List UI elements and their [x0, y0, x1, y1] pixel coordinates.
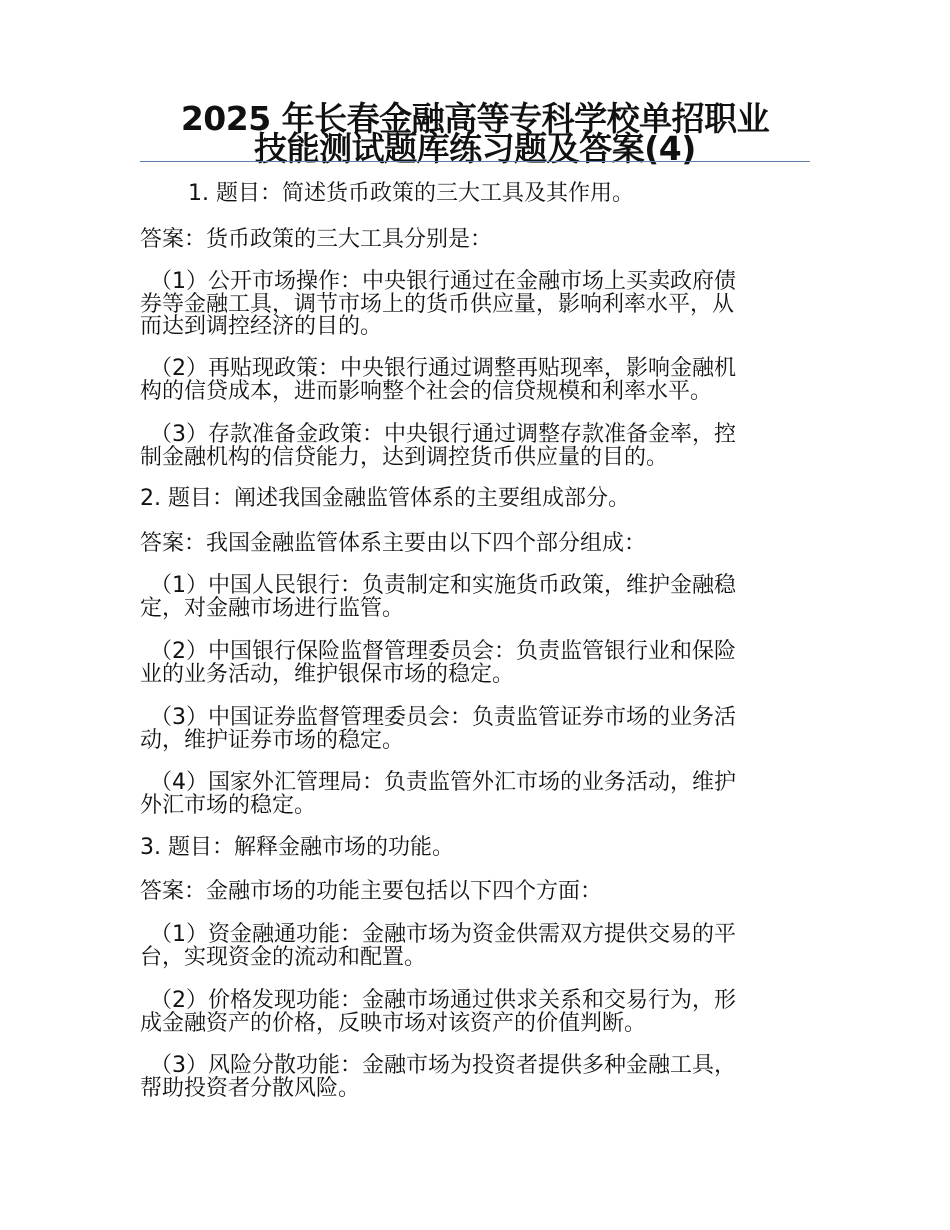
- text: （3）风险分散功能：金融市场为投资者提供多种金融工具，: [150, 1053, 736, 1078]
- text: 1. 题目：简述货币政策的三大工具及其作用。: [188, 181, 634, 206]
- answer-2-item-4-line-2: [140, 794, 810, 818]
- text: 定，对金融市场进行监管。: [140, 596, 405, 621]
- answer-3-item-3-line-1: [150, 1054, 820, 1078]
- answer-3-item-2-line-1: [150, 989, 820, 1013]
- text: （3）中国证券监督管理委员会：负责监管证券市场的业务活: [150, 705, 736, 730]
- answer-3-item-1-line-2: [140, 946, 810, 970]
- text: 帮助投资者分散风险。: [140, 1076, 361, 1101]
- text: 成金融资产的价格，反映市场对该资产的价值判断。: [140, 1011, 647, 1036]
- text: 外汇市场的稳定。: [140, 793, 317, 818]
- text: （2）中国银行保险监督管理委员会：负责监管银行业和保险: [150, 639, 736, 664]
- text: （1）公开市场操作：中央银行通过在金融市场上买卖政府债: [150, 269, 736, 294]
- answer-3-item-1-line-1: [150, 923, 820, 947]
- text: 答案：货币政策的三大工具分别是：: [140, 227, 493, 252]
- answer-3-item-3-line-2: [140, 1077, 810, 1101]
- answer-2-item-3-line-2: [140, 729, 810, 753]
- answer-1-intro: [140, 228, 810, 252]
- text: （1）中国人民银行：负责制定和实施货币政策，维护金融稳: [150, 573, 736, 598]
- answer-2-item-4-line-1: [150, 771, 820, 795]
- answer-1-item-3-line-2: [140, 446, 810, 470]
- text: 制金融机构的信贷能力，达到调控货币供应量的目的。: [140, 445, 669, 470]
- text: 答案：我国金融监管体系主要由以下四个部分组成：: [140, 531, 647, 556]
- text: 动，维护证券市场的稳定。: [140, 728, 405, 753]
- answer-1-item-1-line-3: [140, 315, 810, 339]
- text: （1）资金融通功能：金融市场为资金供需双方提供交易的平: [150, 922, 736, 947]
- answer-3-item-2-line-2: [140, 1012, 810, 1036]
- text: （2）再贴现政策：中央银行通过调整再贴现率，影响金融机: [150, 356, 736, 381]
- document-title: [140, 99, 810, 168]
- answer-2-item-1-line-2: [140, 597, 810, 621]
- text: 3. 题目：解释金融市场的功能。: [140, 835, 454, 860]
- question-3: [140, 836, 810, 860]
- text: 而达到调控经济的目的。: [140, 314, 383, 339]
- answer-1-item-1-line-1: [150, 270, 820, 294]
- answer-2-item-2-line-2: [140, 663, 810, 687]
- question-1: [188, 182, 858, 206]
- answer-3-intro: [140, 880, 810, 904]
- text: 答案：金融市场的功能主要包括以下四个方面：: [140, 879, 603, 904]
- answer-1-item-2-line-2: [140, 380, 810, 404]
- answer-2-item-1-line-1: [150, 574, 820, 598]
- title-line-2: 技能测试题库练习题及答案(4): [254, 129, 696, 168]
- title-underline: [140, 161, 810, 162]
- answer-2-item-2-line-1: [150, 640, 820, 664]
- question-2: [140, 487, 810, 511]
- answer-2-item-3-line-1: [150, 706, 820, 730]
- answer-1-item-3-line-1: [150, 423, 820, 447]
- text: （3）存款准备金政策：中央银行通过调整存款准备金率，控: [150, 422, 736, 447]
- answer-1-item-2-line-1: [150, 357, 820, 381]
- text: 构的信贷成本，进而影响整个社会的信贷规模和利率水平。: [140, 379, 713, 404]
- text: 2. 题目：阐述我国金融监管体系的主要组成部分。: [140, 486, 630, 511]
- title-line-1: 2025 年长春金融高等专科学校单招职业: [180, 99, 770, 138]
- text: 券等金融工具，调节市场上的货币供应量，影响利率水平，从: [140, 292, 735, 317]
- text: （2）价格发现功能：金融市场通过供求关系和交易行为，形: [150, 988, 736, 1013]
- text: 业的业务活动，维护银保市场的稳定。: [140, 662, 515, 687]
- text: （4）国家外汇管理局：负责监管外汇市场的业务活动，维护: [150, 770, 736, 795]
- answer-2-intro: [140, 532, 810, 556]
- text: 台，实现资金的流动和配置。: [140, 945, 427, 970]
